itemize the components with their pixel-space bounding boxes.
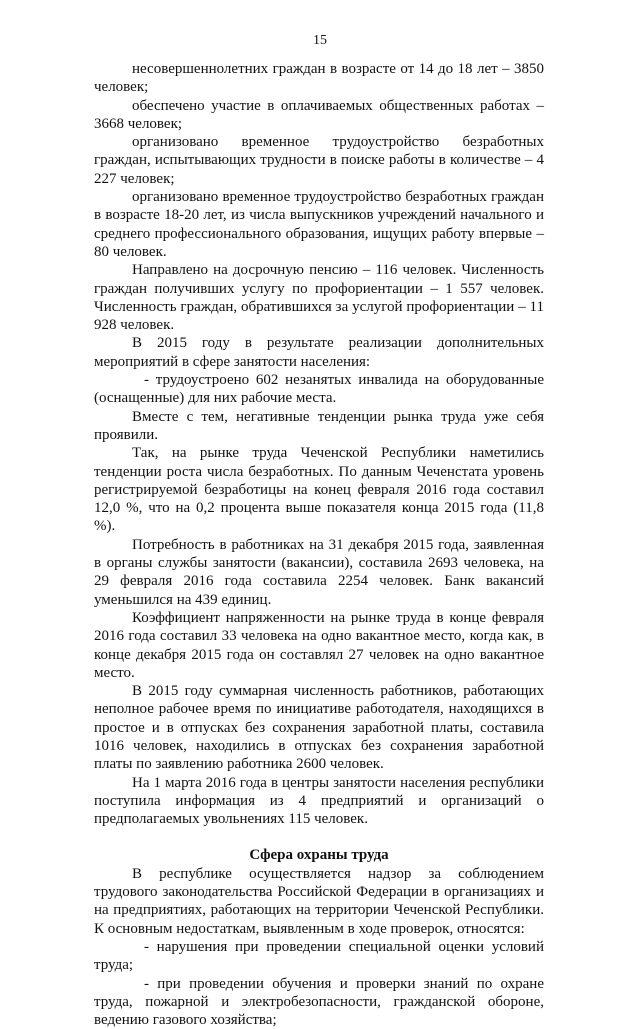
paragraph: В 2015 году в результате реализации дополнительных мероприятий в сфере занятости населения: [94, 335, 544, 370]
list-item: - при проведении обучения и проверки знаний по охране труда, пожарной и электробезопасности, гражданской обороне, ведению газового хозяйства; [94, 975, 544, 1029]
paragraph: несовершеннолетних граждан в возрасте от 14 до 18 лет – 3850 человек; [94, 61, 544, 96]
paragraph: организовано временное трудоустройство безработных граждан в возрасте 18-20 лет, из числа выпускников учреждений начального и среднего профессионального образования, ищущих работу впервые – 80 человек. [94, 189, 544, 260]
section-heading: Сфера охраны труда [249, 847, 389, 864]
section-gap [94, 828, 544, 846]
paragraph: В республике осуществляется надзор за соблюдением трудового законодательства Российской Федерации в организациях и на предприятиях, работающих на территории Чеченской Республики. К основным недостаткам, выявленным в ходе проверок, относятся: [94, 865, 544, 937]
paragraph: Направлено на досрочную пенсию – 116 человек. Численность граждан получивших услугу по профориентации – 1 557 человек. Численность граждан, обратившихся за услугой профориентации – 11 928 человек. [94, 262, 544, 334]
paragraph: На 1 марта 2016 года в центры занятости населения республики поступила информация из 4 предприятий и организаций о предполагаемых увольнениях 115 человек. [94, 774, 544, 828]
paragraph: Так, на рынке труда Чеченской Республики наметились тенденции роста числа безработных. По данным Чеченстата уровень регистрируемой безработицы на конец февраля 2016 года составил 12,0 %, что на 0,2 процента выше показателя конца 2015 года (11,8 %). [94, 445, 544, 535]
paragraph: Вместе с тем, негативные тенденции рынка труда уже себя проявили. [94, 408, 544, 443]
paragraph: организовано временное трудоустройство безработных граждан, испытывающих трудности в поиске работы в количестве – 4 227 человек; [94, 134, 544, 187]
paragraph: обеспечено участие в оплачиваемых общественных работах – 3668 человек; [94, 97, 544, 132]
page-number: 15 [313, 33, 327, 48]
paragraph: Коэффициент напряженности на рынке труда в конце февраля 2016 года составил 33 человека на одно вакантное место, когда как, в конце декабря 2015 года он составлял 27 человек на одно вакантное место. [94, 609, 544, 681]
paragraph: Потребность в работниках на 31 декабря 2015 года, заявленная в органы службы занятости (вакансии), составила 2693 человека, на 29 февраля 2016 года составила 2254 человек. Банк вакансий уменьшился на 439 единиц. [94, 536, 544, 608]
document-body [94, 60, 544, 1029]
list-item: - нарушения при проведении специальной оценки условий труда; [94, 938, 544, 974]
list-item: - трудоустроено 602 незанятых инвалида на оборудованные (оснащенные) для них рабочие места. [94, 372, 544, 407]
paragraph: В 2015 году суммарная численность работников, работающих неполное рабочее время по инициативе работодателя, находящихся в простое и в отпусках без сохранения заработной платы, составила 1016 человек, находились в отпусках без сохранения заработной платы по заявлению работника 2600 человек. [94, 683, 544, 773]
